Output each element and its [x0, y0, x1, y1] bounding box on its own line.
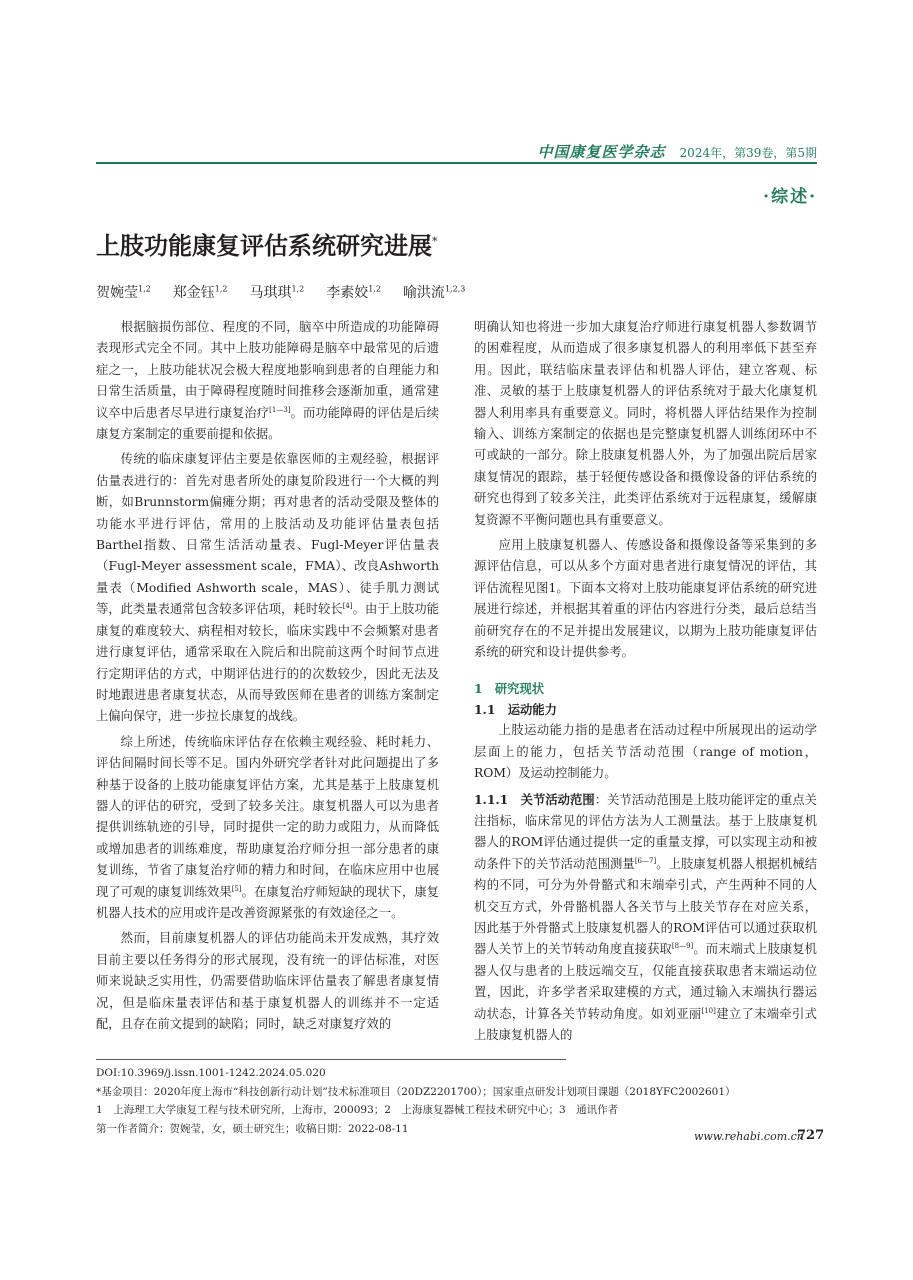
paragraph-text: 传统的临床康复评估主要是依靠医师的主观经验，根据评估量表进行的：首先对患者所处的康复阶段进行一个大概的判断，如Brunnstorm偏瘫分期；再对患者的活动受限及整体的功能水平进行评估，常用的上肢活动及功能评估量表包括Barthel指数、日常生活活动量表、Fugl-Meyer评估量表（Fugl-Meyer assessment scale，FMA）、改良Ashworth量表（Modified Ashworth scale，MAS）、徒手肌力测试等，此类量表通常包含较多评估项，耗时较长 — [96, 452, 439, 617]
paragraph — [96, 317, 439, 445]
footnotes — [96, 1064, 817, 1138]
paragraph — [96, 732, 439, 925]
right-column — [474, 317, 817, 1050]
subsubsection-heading: 1.1.1 关节活动范围 — [474, 791, 595, 807]
paragraph-text: 。由于上肢功能康复的难度较大、病程相对较长，临床实践中不会频繁对患者进行康复评估，通常采取在入院后和出院前这两个时间节点进行定期评估的方式，中期评估进行的的次数较少，因此无法及时地跟进患者康复状态，从而导致医师在患者的训练方案制定上偏向保守，进一步拉长康复的战线。 — [96, 602, 439, 724]
section-heading: 1 研究现状 — [474, 680, 545, 696]
header-rule — [96, 162, 817, 164]
author — [249, 282, 304, 302]
running-header — [538, 141, 817, 163]
citation: [10] — [701, 1006, 716, 1015]
citation: [5] — [231, 884, 242, 893]
affiliations: 1 上海理工大学康复工程与技术研究所，上海市，200093；2 上海康复器械工程技术研究中心；3 通讯作者 — [96, 1104, 619, 1116]
journal-name: 中国康复医学杂志 — [537, 143, 666, 161]
author-affiliation: 1,2 — [214, 284, 228, 294]
title-text: 上肢功能康复评估系统研究进展 — [96, 231, 432, 260]
author-name: 郑金钰 — [172, 285, 215, 301]
paragraph-text: ：关节活动范围是上肢功能评定的重点关注指标，临床常见的评估方法为人工测量法。基于上肢康复机器人的ROM评估通过提供一定的重量支撑，可以实现主动和被动条件下的关节活动范围测量 — [474, 792, 817, 871]
author-affiliation: 1,2 — [368, 284, 381, 294]
author — [96, 282, 151, 302]
citation: [4] — [342, 602, 353, 611]
citation: [8—9] — [671, 942, 694, 951]
doi: DOI:10.3969/j.issn.1001-1242.2024.05.020 — [96, 1067, 326, 1079]
subsection-heading: 1.1 运动能力 — [474, 701, 557, 717]
author-affiliation: 1,2 — [138, 284, 151, 294]
paragraph — [96, 449, 439, 727]
paragraph: 明确认知也将进一步加大康复治疗师进行康复机器人参数调节的困难程度，从而造成了很多康复机器人的利用率低下甚至弃用。因此，联结临床量表评估和机器人评估，建立客观、标准、灵敏的基于上肢康复机器人的评估系统对于最大化康复机器人利用率具有重要意义。同时，将机器人评估结果作为控制输入、训练方案制定的依据也是完整康复机器人训练闭环中不可或缺的一部分。除上肢康复机器人外，为了加强出院后居家康复情况的跟踪，基于轻便传感设备和摄像设备的评估系统的研究也得到了较多关注，此类评估系统对于远程康复，缓解康复资源不平衡问题也具有重要意义。 — [474, 320, 817, 527]
author-list — [96, 282, 465, 302]
author — [173, 282, 228, 302]
issue-info: 2024年，第39卷，第5期 — [679, 146, 817, 160]
paragraph — [474, 789, 817, 1047]
author-name: 贺婉莹 — [96, 285, 138, 301]
paragraph-text: 。在康复治疗师短缺的现状下，康复机器人技术的应用或许是改善资源紧张的有效途径之一。 — [96, 884, 439, 920]
title-mark: * — [432, 235, 438, 248]
website: www.rehabi.com.cn — [694, 1130, 804, 1143]
footnote-rule — [96, 1059, 566, 1060]
author-affiliation: 1,2,3 — [444, 284, 466, 294]
paragraph-text: 。而末端式上肢康复机器人仅与患者的上肢远端交互，仅能直接获取患者末端运动位置，因此，许多学者采取建模的方式，通过输入末端执行器运动状态，计算各关节转动角度。如刘亚丽 — [474, 942, 817, 1021]
left-column — [96, 317, 439, 1039]
paragraph-text: 综上所述，传统临床评估存在依赖主观经验、耗时耗力、评估间隔时间长等不足。国内外研究学者针对此问题提出了多种基于设备的上肢功能康复评估方案，尤其是基于上肢康复机器人的评估的研究，受到了较多关注。康复机器人可以为患者提供训练轨迹的引导，同时提供一定的助力或阻力，从而降低或增加患者的训练难度，帮助康复治疗师分担一部分患者的康复训练，节省了康复治疗师的精力和时间，在临床应用中也展现了可观的康复训练效果 — [96, 734, 439, 899]
citation: [6—7] — [634, 856, 657, 865]
author-affiliation: 1,2 — [291, 284, 305, 294]
paragraph: 然而，目前康复机器人的评估功能尚未开发成熟，其疗效目前主要以任务得分的形式展现，没有统一的评估标准，对医师来说缺乏实用性，仍需要借助临床评估量表了解患者康复情况，但是临床量表评估和基于康复机器人的训练并不一定适配，且存在前文提到的缺陷；同时，缺乏对康复疗效的 — [96, 931, 439, 1031]
article-title — [96, 226, 438, 261]
paragraph-text: 。上肢康复机器人根据机械结构的不同，可分为外骨骼式和末端牵引式，产生两种不同的人机交互方式，外骨骼机器人各关节与上肢关节存在对应关系，因此基于外骨骼式上肢康复机器人的ROM评估可以通过获取机器人关节上的关节转动角度直接获取 — [474, 856, 817, 957]
paragraph-text: 建立了末端牵引式上肢康复机器人的 — [474, 1006, 817, 1042]
paragraph: 应用上肢康复机器人、传感设备和摄像设备等采集到的多源评估信息，可以从多个方面对患者进行康复情况的评估，其评估流程见图1。下面本文将对上肢功能康复评估系统的研究进展进行综述，并根据其着重的评估内容进行分类，最后总结当前研究存在的不足并提出发展建议，以期为上肢功能康复评估系统的研究和设计提供参考。 — [474, 538, 817, 660]
author-name: 马琪琪 — [249, 285, 292, 301]
paragraph-text: 根据脑损伤部位、程度的不同，脑卒中所造成的功能障碍表现形式完全不同。其中上肢功能障碍是脑卒中最常见的后遗症之一，上肢功能状况会极大程度地影响到患者的自理能力和日常生活质量，由于障碍程度随时间推移会逐渐加重，通常建议卒中后患者尽早进行康复治疗 — [96, 320, 439, 420]
author — [403, 282, 465, 302]
paragraph-text: 。而功能障碍的评估是后续康复方案制定的重要前提和依据。 — [96, 405, 439, 442]
author-name: 李素姣 — [326, 285, 369, 301]
page-number: 727 — [797, 1128, 825, 1143]
author-name: 喻洪流 — [402, 285, 445, 301]
paragraph: 上肢运动能力指的是患者在活动过程中所展现出的运动学层面上的能力，包括关节活动范围（range of motion，ROM）及运动控制能力。 — [474, 723, 817, 781]
first-author-note: 第一作者简介：贺婉莹，女，硕士研究生；收稿日期：2022-08-11 — [96, 1122, 409, 1135]
author — [326, 282, 381, 302]
citation: [1—3] — [269, 405, 291, 414]
column-tag: ·综述· — [763, 187, 817, 207]
fund-note: *基金项目：2020年度上海市“科技创新行动计划”技术标准项目（20DZ2201700）；国家重点研发计划项目课题（2018YFC2002601） — [96, 1085, 736, 1098]
